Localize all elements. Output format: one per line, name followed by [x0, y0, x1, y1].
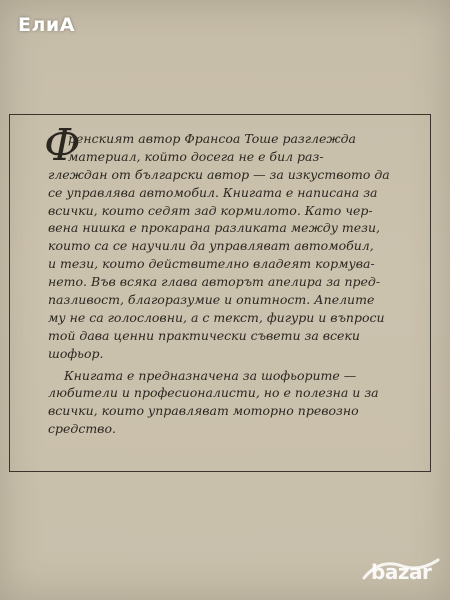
text-line: средство.: [48, 421, 116, 437]
text-line: шофьор.: [48, 345, 104, 361]
text-line: му не са голословни, а с текст, фигури и въпроси: [48, 309, 385, 325]
text-line: ренският автор Франсоа Toше разглежда: [68, 131, 356, 146]
text-line: всички, които управляват моторно превозно: [48, 403, 359, 419]
paragraph-1: [48, 130, 414, 363]
watermark-text: ЕлиА: [18, 14, 75, 36]
drop-cap: Ф: [44, 120, 81, 171]
text-line: Книгата е предназначена за шофьорите —: [64, 367, 357, 383]
text-line: любители и професионалисти, но е полезна и за: [48, 385, 379, 401]
text-line: които са се научили да управляват автомобил,: [48, 238, 374, 254]
text-line: глеждан от български автор — за изкуството да: [48, 166, 390, 182]
text-line: вена нишка е прокарана разликата между тези,: [48, 220, 381, 236]
bazar-logo-text: bazar: [371, 560, 432, 584]
text-line: пазливост, благоразумие и опитност. Апелите: [48, 292, 375, 308]
text-line: и тези, които действително владеят кормува-: [48, 256, 375, 272]
text-line: материал, който досега не е бил раз-: [68, 148, 324, 164]
text-line: нето. Във всяка глава авторът апелира за пред-: [48, 274, 381, 290]
text-line: всички, които седят зад кормилото. Като чер-: [48, 202, 373, 218]
text-line: се управлява автомобил. Книгата е написана за: [48, 184, 378, 200]
annotation-text: [48, 130, 414, 438]
paragraph-2: [48, 367, 414, 439]
text-line: той дава ценни практически съвети за всеки: [48, 327, 360, 343]
